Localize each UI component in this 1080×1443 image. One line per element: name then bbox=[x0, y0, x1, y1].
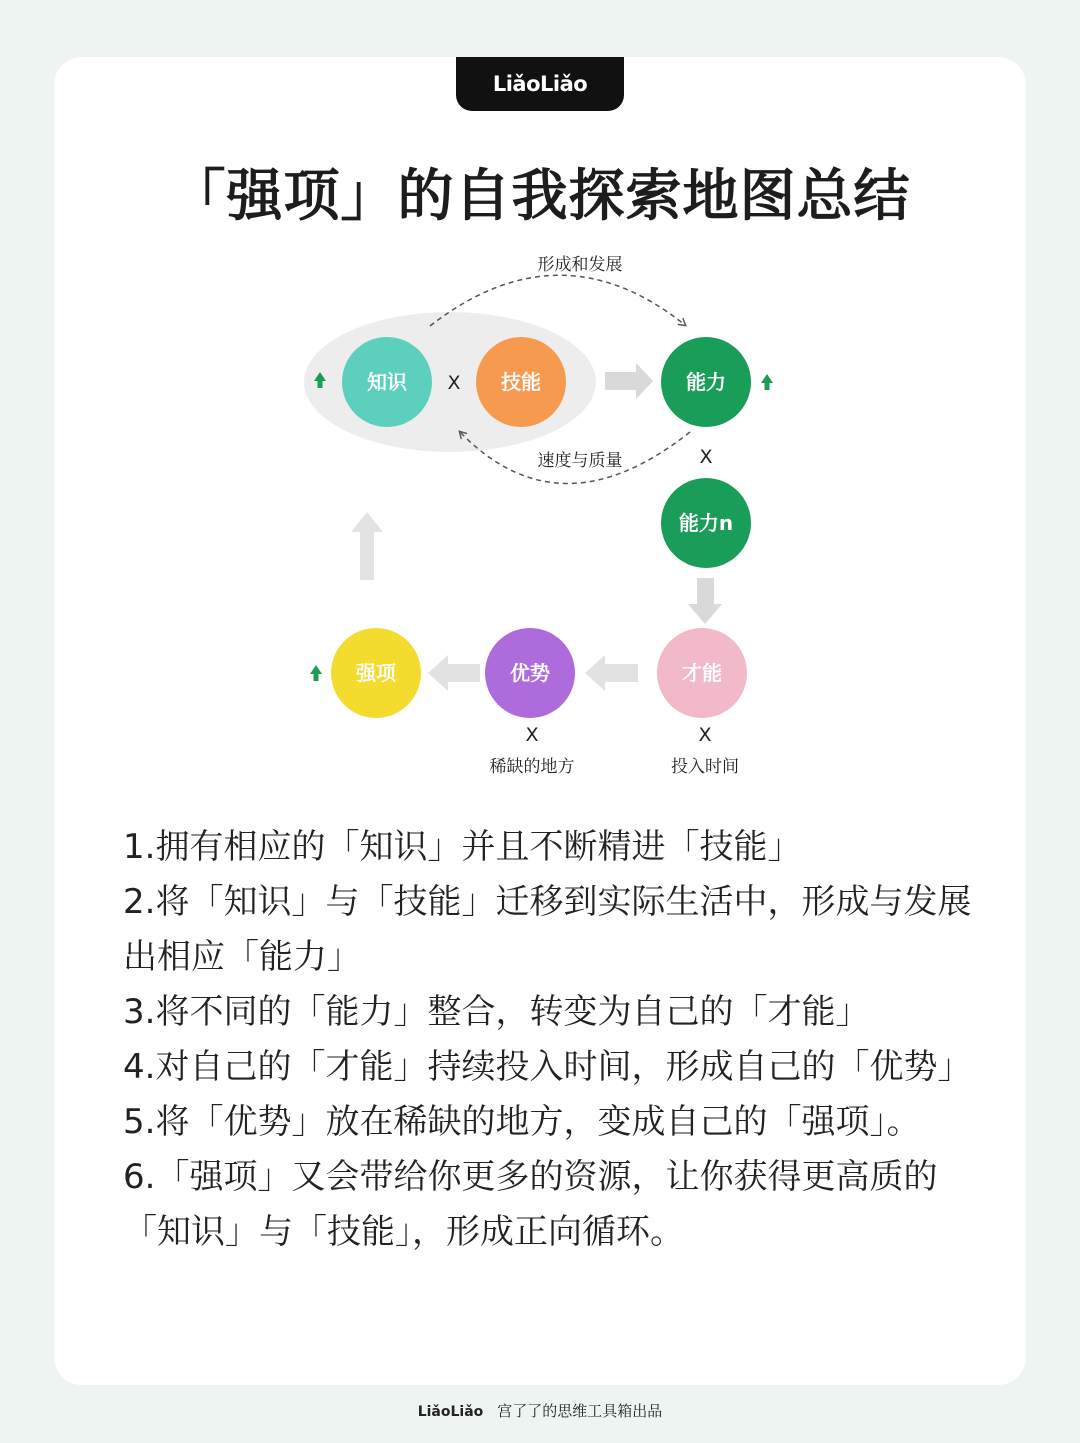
node-ability-n bbox=[661, 478, 751, 568]
svg-text:优势: 优势 bbox=[510, 661, 550, 685]
edge-label-speed-quality: 速度与质量 bbox=[537, 451, 623, 471]
multiply-symbol: X bbox=[447, 372, 461, 394]
flow-arrow-to-ability bbox=[605, 363, 653, 399]
edge-label-invest-time: 投入时间 bbox=[671, 757, 739, 777]
flow-arrow-to-advantage bbox=[585, 655, 638, 691]
svg-text:强项: 强项 bbox=[356, 661, 396, 685]
list-item: 4.对自己的「才能」持续投入时间，形成自己的「优势」 bbox=[123, 1047, 972, 1087]
svg-text:能力: 能力 bbox=[686, 370, 726, 394]
multiply-symbol: X bbox=[525, 724, 539, 746]
svg-text:知识: 知识 bbox=[367, 370, 407, 394]
up-arrow-icon bbox=[761, 374, 773, 390]
node-skill bbox=[476, 337, 566, 427]
svg-text:技能: 技能 bbox=[501, 370, 541, 394]
flow-arrow-to-talent bbox=[688, 578, 722, 624]
list-item: 2.将「知识」与「技能」迁移到实际生活中，形成与发展出相应「能力」 bbox=[123, 882, 972, 977]
multiply-symbol: X bbox=[698, 724, 712, 746]
footer-brand-logo: LiǎoLiǎo bbox=[417, 1404, 484, 1420]
list-item: 5.将「优势」放在稀缺的地方，变成自己的「强项」。 bbox=[123, 1102, 921, 1142]
node-strength bbox=[331, 628, 421, 718]
page-title: 「强项」的自我探索地图总结 bbox=[169, 164, 911, 229]
node-talent bbox=[657, 628, 747, 718]
edge-label-form-develop: 形成和发展 bbox=[537, 255, 623, 275]
list-item: 1.拥有相应的「知识」并且不断精进「技能」 bbox=[123, 827, 802, 867]
flow-arrow-to-strength bbox=[428, 655, 480, 691]
node-knowledge bbox=[342, 337, 432, 427]
edge-label-scarce-place: 稀缺的地方 bbox=[489, 757, 575, 777]
multiply-symbol: X bbox=[699, 446, 713, 468]
footer-text: 宫了了的思维工具箱出品 bbox=[497, 1402, 663, 1420]
node-advantage bbox=[485, 628, 575, 718]
summary-steps bbox=[123, 820, 973, 1260]
list-item: 3.将不同的「能力」整合，转变为自己的「才能」 bbox=[123, 992, 870, 1032]
node-ability bbox=[661, 337, 751, 427]
svg-text:才能: 才能 bbox=[682, 661, 722, 685]
up-arrow-icon bbox=[310, 665, 322, 681]
brand-logo: LiǎoLiǎo bbox=[456, 57, 624, 111]
list-item: 6.「强项」又会带给你更多的资源，让你获得更高质的「知识」与「技能」，形成正向循环。 bbox=[123, 1157, 938, 1252]
flow-arrow-loop-up bbox=[351, 512, 383, 580]
svg-text:能力n: 能力n bbox=[678, 511, 734, 535]
footer bbox=[0, 1400, 1080, 1421]
